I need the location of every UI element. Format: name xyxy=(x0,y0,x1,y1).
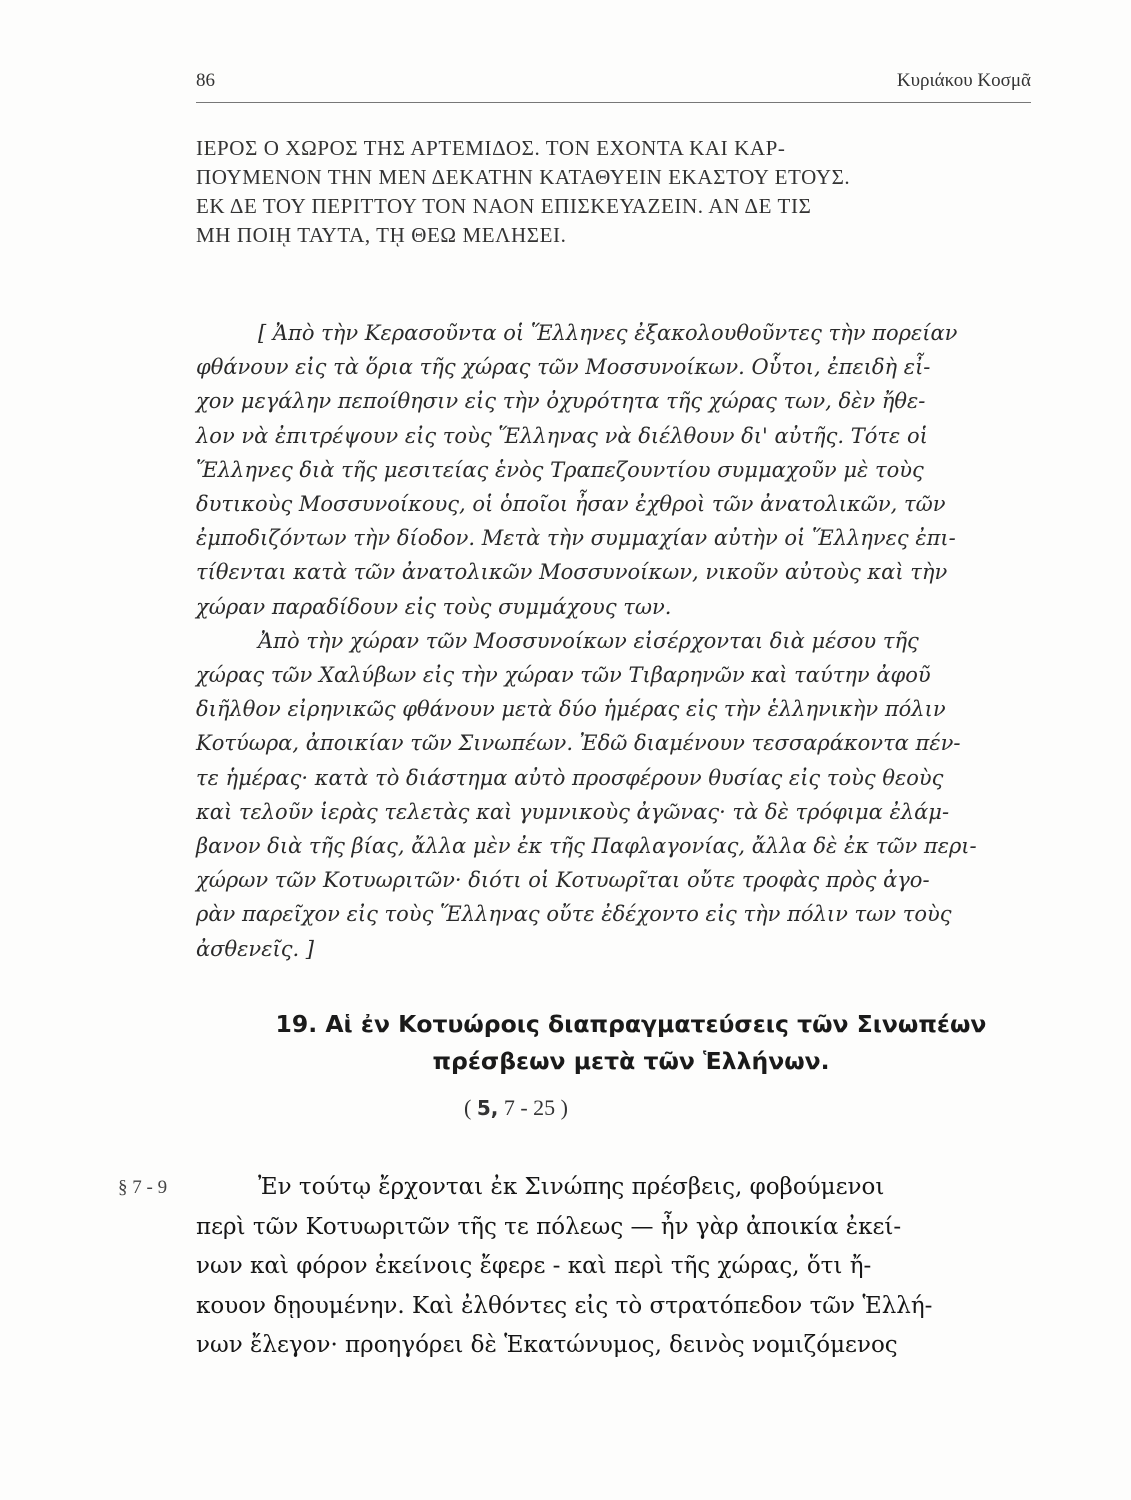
summary-line: χον μεγάλην πεποίθησιν εἰς τὴν ὀχυρότητα τῆς χώρας των, δὲν ἤθε- xyxy=(196,389,926,414)
summary-line: χώραν παραδίδουν εἰς τοὺς συμμάχους των. xyxy=(196,594,672,619)
summary-line: Ἀπὸ τὴν χώραν τῶν Μοσσυνοίκων εἰσέρχονται διὰ μέσου τῆς xyxy=(258,628,919,653)
summary-line: λον νὰ ἐπιτρέψουν εἰς τοὺς Ἕλληνας νὰ διέλθουν δι' αὐτῆς. Τότε οἱ xyxy=(196,423,928,448)
margin-paragraph-note: § 7 - 9 xyxy=(118,1177,168,1198)
inscription-line: ΜΗ ΠΟΙῌ ΤΑΥΤΑ, Τῌ ΘΕΩ ΜΕΛΗΣΕΙ. xyxy=(196,223,567,247)
summary-paragraph xyxy=(196,316,1036,966)
inscription-line: ΠΟΥΜΕΝΟΝ ΤΗΝ ΜΕΝ ΔΕΚΑΤΗΝ ΚΑΤΑΘΥΕΙΝ ΕΚΑΣΤΟΥ ΕΤΟΥΣ. xyxy=(196,165,851,189)
ref-close-paren: ) xyxy=(560,1095,568,1120)
greek-text-line: περὶ τῶν Κοτυωριτῶν τῆς τε πόλεως — ἦν γὰρ ἀποικία ἐκεί- xyxy=(196,1213,902,1240)
summary-line: ἐμποδιζόντων τὴν δίοδον. Μετὰ τὴν συμμαχίαν αὐτὴν οἱ Ἕλληνες ἐπι- xyxy=(196,526,956,551)
greek-text-line: νων ἔλεγον· προηγόρει δὲ Ἑκατώνυμος, δεινὸς νομιζόμενος xyxy=(196,1332,898,1358)
ancient-greek-text xyxy=(196,1168,1041,1366)
summary-line: [ Ἀπὸ τὴν Κερασοῦντα οἱ Ἕλληνες ἐξακολουθοῦντες τὴν πορείαν xyxy=(258,321,958,345)
inscription-line: ΙΕΡΟΣ Ο ΧΩΡΟΣ ΤΗΣ ΑΡΤΕΜΙΔΟΣ. ΤΟΝ ΕΧΟΝΤΑ ΚΑΙ ΚΑΡ- xyxy=(196,136,786,160)
ref-range: 7 - 25 xyxy=(503,1095,556,1120)
section-title-line: πρέσβεων μετὰ τῶν Ἑλλήνων. xyxy=(432,1047,830,1075)
inscription-block xyxy=(196,134,1036,250)
summary-line: Ἕλληνες διὰ τῆς μεσιτείας ἑνὸς Τραπεζουντίου συμμαχοῦν μὲ τοὺς xyxy=(196,457,924,482)
section-title-line: 19. Αἱ ἐν Κοτυώροις διαπραγματεύσεις τῶν Σινωπέων xyxy=(275,1010,987,1038)
inscription-line: ΕΚ ΔΕ ΤΟΥ ΠΕΡΙΤΤΟΥ ΤΟΝ ΝΑΟΝ ΕΠΙΣΚΕΥΑΖΕΙΝ. ΑΝ ΔΕ ΤΙΣ xyxy=(196,194,812,218)
ref-open-paren: ( xyxy=(464,1095,472,1120)
greek-text-line: νων καὶ φόρον ἐκείνοις ἔφερε - καὶ περὶ τῆς χώρας, ὅτι ἤ- xyxy=(196,1253,872,1279)
ref-book-number: 5, xyxy=(476,1096,499,1120)
header-rule xyxy=(196,102,1031,103)
summary-line: Κοτύωρα, ἀποικίαν τῶν Σινωπέων. Ἐδῶ διαμένουν τεσσαράκοντα πέν- xyxy=(196,731,961,756)
summary-line: δυτικοὺς Μοσσυνοίκους, οἱ ὁποῖοι ἦσαν ἐχθροὶ τῶν ἀνατολικῶν, τῶν xyxy=(196,492,946,517)
summary-line: χώρας τῶν Χαλύβων εἰς τὴν χώραν τῶν Τιβαρηνῶν καὶ ταύτην ἀφοῦ xyxy=(196,663,931,688)
greek-text-line: κουον δῃουμένην. Καὶ ἐλθόντες εἰς τὸ στρατόπεδον τῶν Ἑλλή- xyxy=(196,1292,933,1319)
summary-line: καὶ τελοῦν ἱερὰς τελετὰς καὶ γυμνικοὺς ἀγῶνας· τὰ δὲ τρόφιμα ἐλάμ- xyxy=(196,799,950,824)
running-head xyxy=(196,70,1031,98)
running-head-author: Κυριάκου Κοσμᾶ xyxy=(896,70,1031,91)
summary-line: διῆλθον εἰρηνικῶς φθάνουν μετὰ δύο ἡμέρας εἰς τὴν ἑλληνικὴν πόλιν xyxy=(196,697,946,722)
summary-line: χώρων τῶν Κοτυωριτῶν· διότι οἱ Κοτυωρῖται οὔτε τροφὰς πρὸς ἀγο- xyxy=(196,868,930,893)
summary-line: τε ἡμέρας· κατὰ τὸ διάστημα αὐτὸ προσφέρουν θυσίας εἰς τοὺς θεοὺς xyxy=(196,765,944,790)
summary-line: τίθενται κατὰ τῶν ἀνατολικῶν Μοσσυνοίκων, νικοῦν αὐτοὺς καὶ τὴν xyxy=(196,560,948,585)
section-title xyxy=(196,1006,1036,1080)
page-number: 86 xyxy=(196,70,215,91)
summary-line: βανον διὰ τῆς βίας, ἄλλα μὲν ἐκ τῆς Παφλαγονίας, ἄλλα δὲ ἐκ τῶν περι- xyxy=(196,834,977,859)
summary-line: φθάνουν εἰς τὰ ὅρια τῆς χώρας τῶν Μοσσυνοίκων. Οὗτοι, ἐπειδὴ εἶ- xyxy=(196,355,931,380)
summary-line: ρὰν παρεῖχον εἰς τοὺς Ἕλληνας οὔτε ἐδέχοντο εἰς τὴν πόλιν των τοὺς xyxy=(196,902,952,927)
section-reference xyxy=(196,1095,836,1121)
summary-line: ἀσθενεῖς. ] xyxy=(196,936,315,961)
greek-text-line: Ἐν τούτῳ ἔρχονται ἐκ Σινώπης πρέσβεις, φοβούμενοι xyxy=(258,1174,885,1200)
